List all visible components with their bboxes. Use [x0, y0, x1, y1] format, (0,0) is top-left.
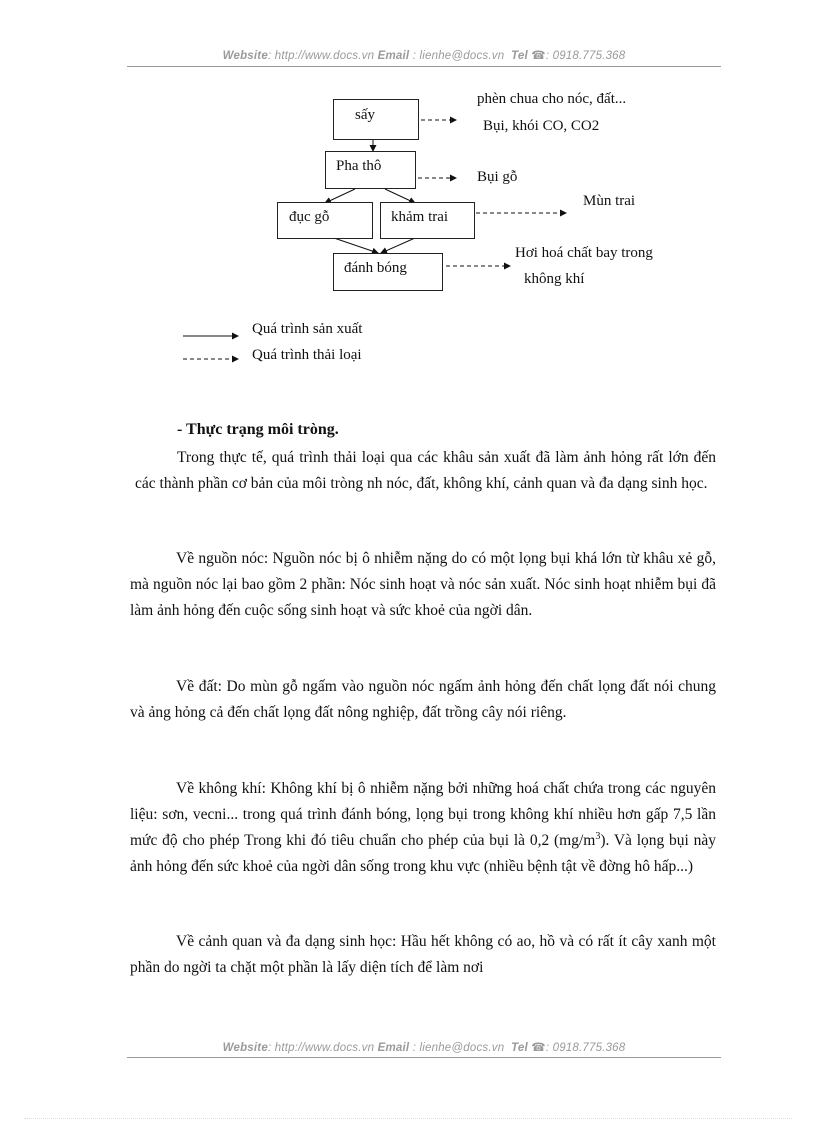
footer-tel-label: Tel: [511, 1042, 528, 1054]
footer-email-value[interactable]: : lienhe@docs.vn: [412, 1042, 505, 1054]
box-say: [333, 99, 419, 140]
page-footer: [127, 1040, 721, 1054]
legend-production-label: Quá trình sản xuất: [252, 321, 363, 337]
arrow-pha-tho-to-duc-go: [325, 189, 355, 203]
arrow-pha-tho-to-kham-trai: [385, 189, 415, 203]
section-heading: - Thực trạng môi tròng.: [177, 421, 339, 438]
paragraph-water: Về nguồn nóc: Nguồn nóc bị ô nhiễm nặng do có một lọng bụi khá lớn từ khâu xẻ gỗ, mà nguồn nóc lại bao gồm 2 phần: Nóc sinh hoạt và nóc sản xuất. Nóc sinh hoạt nhiễm bụi đã làm ảnh hỏng đến cuộc sống sinh hoạt và sức khoẻ của ngời dân.: [130, 550, 716, 619]
box-kham-trai: [380, 202, 475, 239]
output-danh-bong-line2: không khí: [524, 271, 585, 287]
header-email-label: Email: [377, 50, 410, 62]
box-pha-tho-label: Pha thô: [336, 158, 382, 174]
box-danh-bong-label: đánh bóng: [344, 260, 407, 276]
paragraph-air-superscript: 3: [595, 830, 601, 842]
paragraph-landscape: Về cảnh quan và đa dạng sinh học: Hầu hết không có ao, hồ và có rất ít cây xanh một phần do ngời ta chặt một phần là lấy diện tích để làm nơi: [130, 933, 716, 976]
footer-rule: [127, 1057, 721, 1058]
output-say-line2: Bụi, khói CO, CO2: [483, 118, 600, 134]
arrow-duc-go-to-danh-bong: [334, 238, 378, 253]
box-kham-trai-label: khảm trai: [391, 209, 449, 225]
process-diagram-arrows: [0, 0, 816, 400]
page-bottom-dotted-line: [24, 1118, 792, 1119]
output-say-line1: phèn chua cho nóc, đất...: [477, 91, 627, 107]
header-website-url[interactable]: : http://www.docs.vn: [267, 50, 375, 62]
header-tel-value: ☎: 0918.775.368: [531, 50, 626, 62]
box-duc-go: [277, 202, 373, 239]
header-website-label: Website: [222, 50, 268, 62]
paragraph-air-part2: ). Và lọng bụi này ảnh hỏng đến sức khoẻ của ngời dân sống trong khu vực (nhiều bệnh tật về đờng hô hấp...): [130, 832, 716, 875]
box-danh-bong: [333, 253, 443, 291]
paragraph-soil: Về đất: Do mùn gỗ ngấm vào nguồn nóc ngấm ảnh hỏng đến chất lọng đất nói chung và ảng hỏng cả đến chất lọng đất nông nghiệp, đất trồng cây nói riêng.: [130, 678, 716, 721]
paragraph-air-part1: Về không khí: Không khí bị ô nhiễm nặng bởi những hoá chất chứa trong các nguyên liệu: sơn, vecni... trong quá trình đánh bóng, lọng bụi trong không khí nhiều hơn gấp 7,5 lần mức độ cho phép Trong khi đó tiêu chuẩn cho phép của bụi là 0,2 (mg/m: [130, 780, 716, 849]
footer-website-label: Website: [222, 1042, 268, 1054]
legend-waste-label: Quá trình thải loại: [252, 347, 362, 363]
box-say-label: sấy: [355, 107, 375, 123]
box-duc-go-label: đục gỗ: [289, 209, 330, 225]
paragraph-air: [130, 776, 716, 880]
arrow-kham-trai-to-danh-bong: [381, 238, 415, 253]
box-pha-tho: [325, 151, 416, 189]
footer-tel-value: ☎: 0918.775.368: [531, 1042, 626, 1054]
footer-website-url[interactable]: : http://www.docs.vn: [267, 1042, 375, 1054]
output-danh-bong-line1: Hơi hoá chất bay trong: [515, 245, 653, 261]
footer-email-label: Email: [377, 1042, 410, 1054]
output-pha-tho: Bụi gỗ: [477, 169, 518, 185]
header-email-value[interactable]: : lienhe@docs.vn: [412, 50, 505, 62]
header-tel-label: Tel: [511, 50, 528, 62]
paragraph-intro: Trong thực tế, quá trình thải loại qua các khâu sản xuất đã làm ảnh hỏng rất lớn đến các thành phần cơ bản của môi tròng nh nóc, đất, không khí, cảnh quan và đa dạng sinh học.: [135, 449, 716, 492]
output-kham-trai: Mùn trai: [583, 193, 636, 209]
